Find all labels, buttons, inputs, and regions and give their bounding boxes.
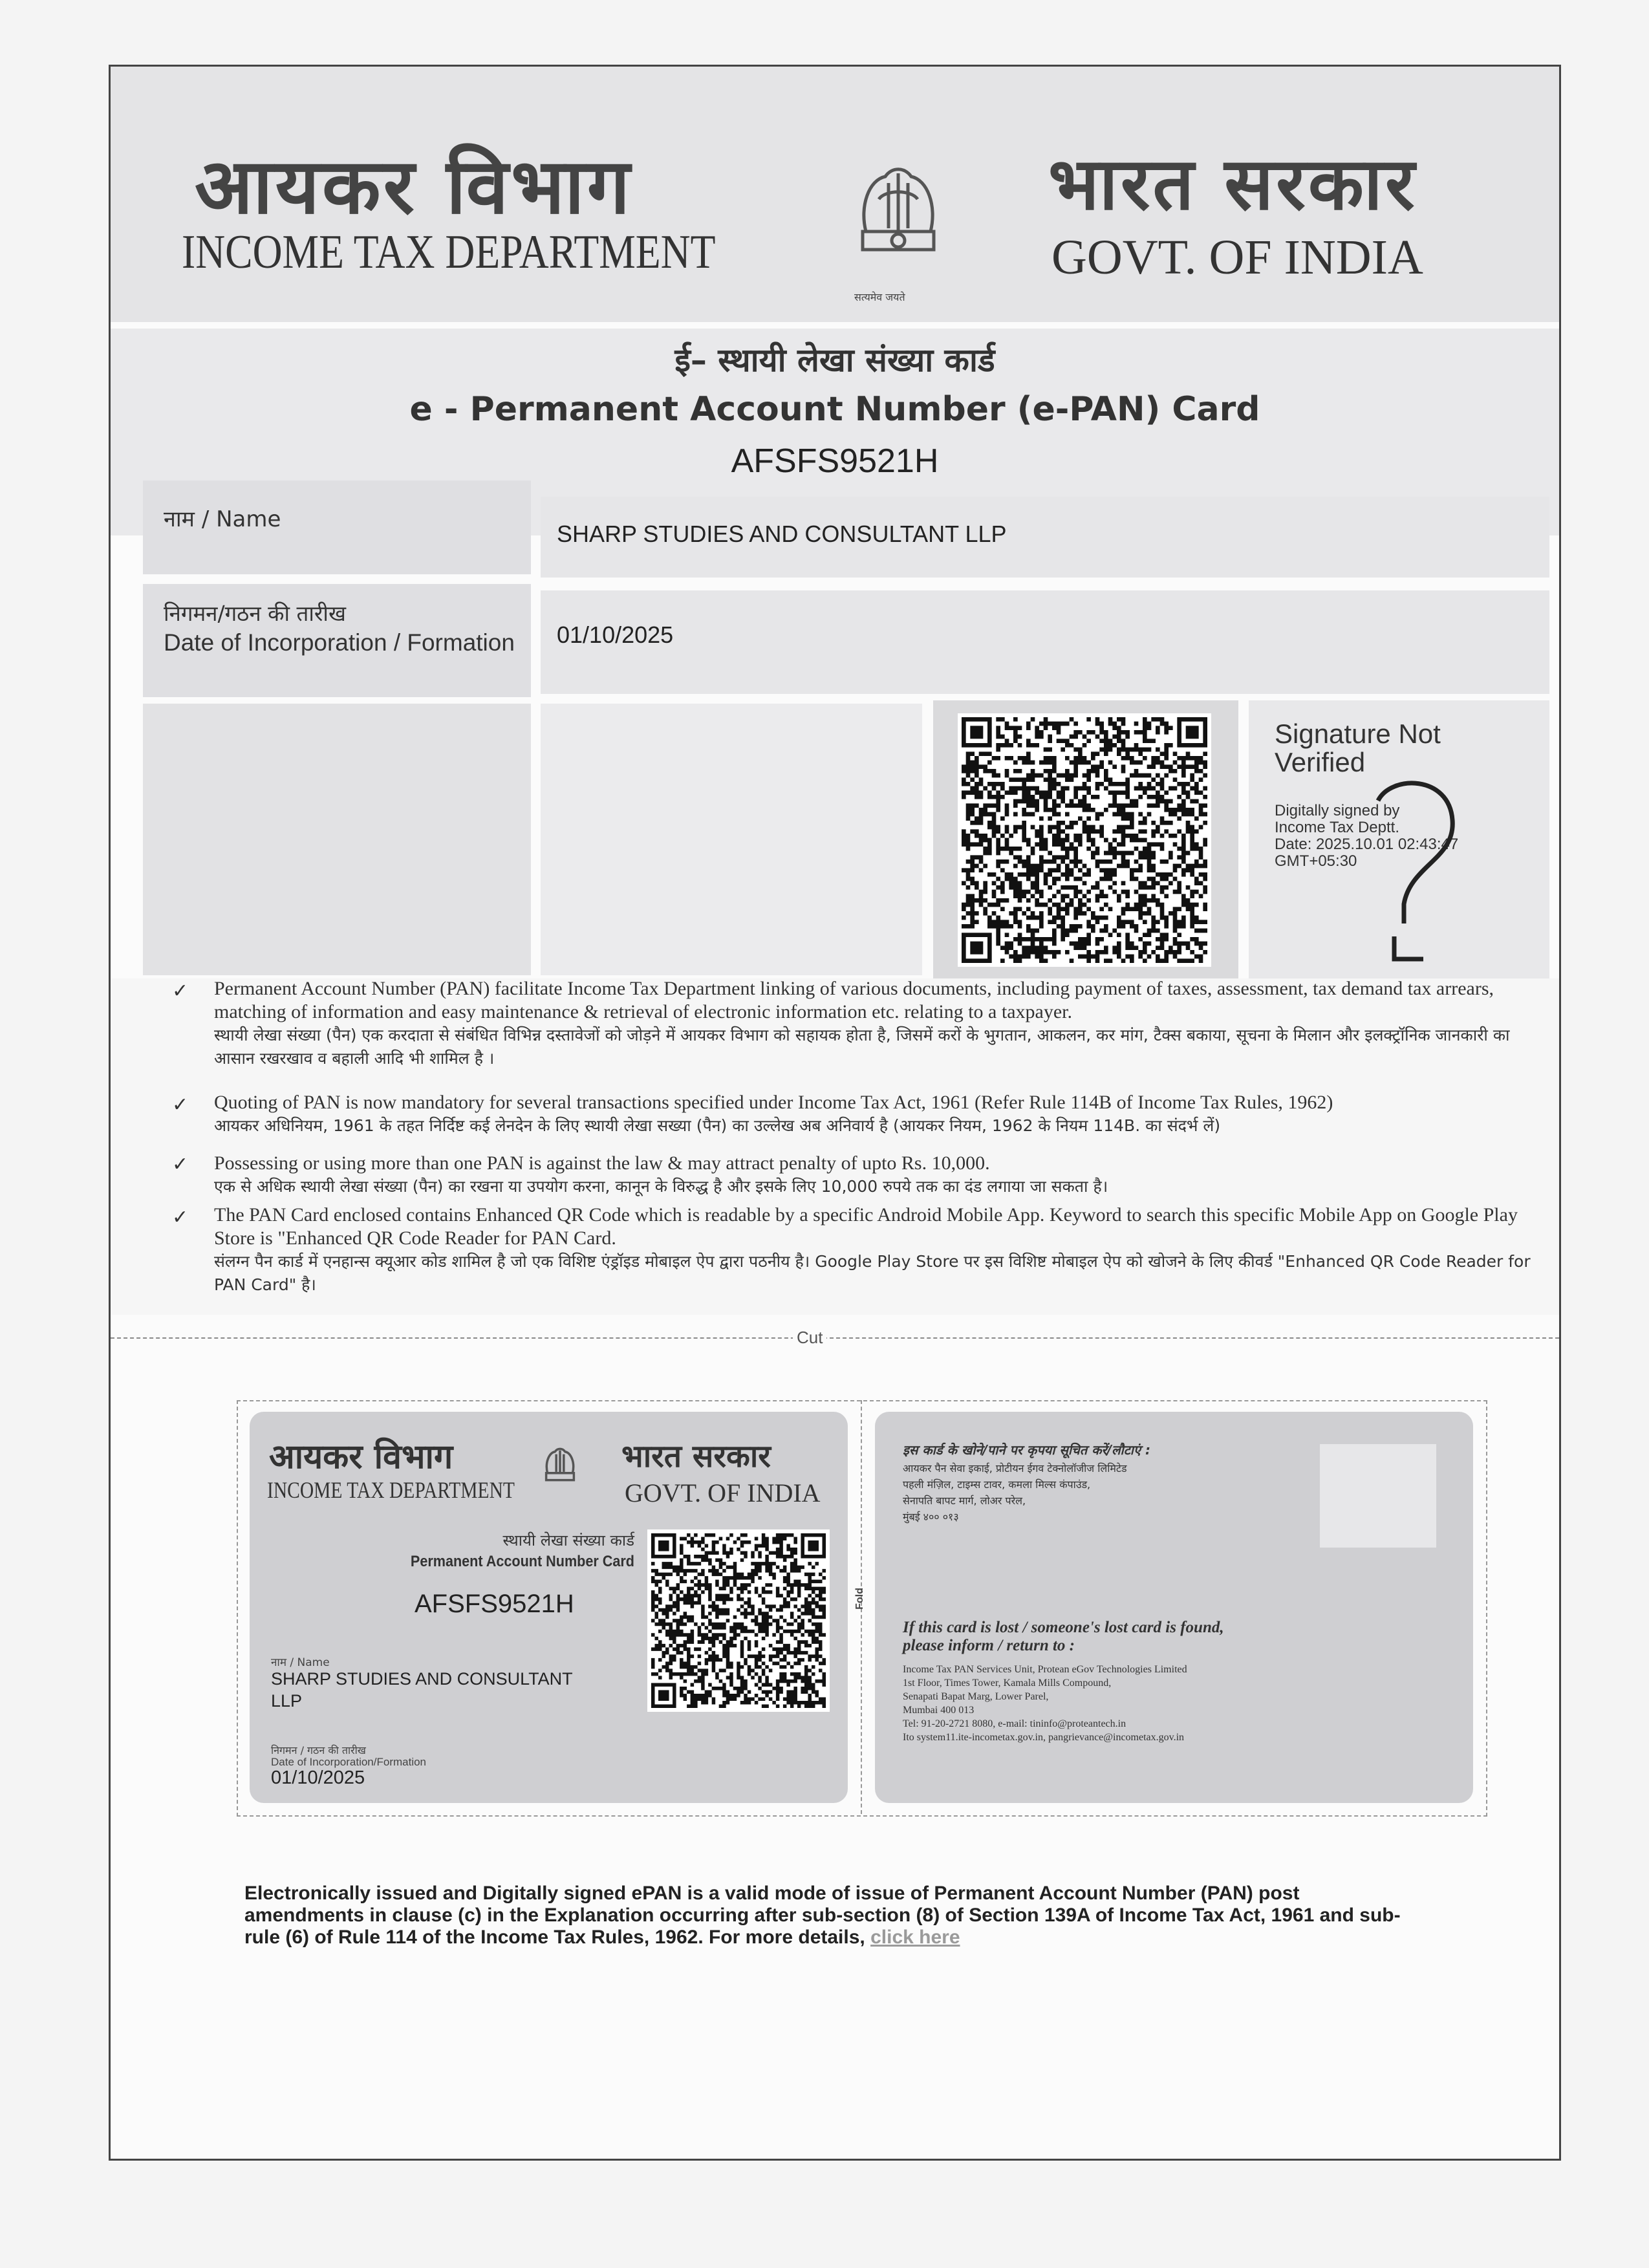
back-english-line: Ito system11.ite-incometax.gov.in, pangrievance@incometax.gov.in [903,1732,1185,1743]
govt-english: GOVT. OF INDIA [1051,230,1423,285]
click-here-link[interactable]: click here [870,1927,960,1948]
back-english-line: Tel: 91-20-2721 8080, e-mail: tininfo@proteantech.in [903,1718,1126,1729]
card-name-value-1: SHARP STUDIES AND CONSULTANT [271,1669,573,1689]
card-doi-label-english: Date of Incorporation/Formation [271,1756,427,1768]
national-emblem-icon [840,154,956,283]
doi-label-english: Date of Incorporation / Formation [164,629,515,656]
signature-unverified-icon [1365,775,1469,969]
qr-code [958,713,1211,967]
name-label: नाम / Name [164,506,281,532]
signature-line-3: Date: 2025.10.01 02:43:47 [1275,836,1459,853]
back-hindi-line: पहली मंज़िल, टाइम्स टावर, कमला मिल्स कंपाउंड, [903,1478,1091,1491]
emblem-motto: सत्यमेव जयते [854,291,905,303]
document-frame [109,65,1561,2161]
doi-label-hindi: निगमन/गठन की तारीख [164,601,346,626]
card-emblem-icon [537,1439,583,1497]
back-hindi-heading: इस कार्ड के खोने/पाने पर कृपया सूचित करें/लौटाएं : [903,1442,1150,1458]
card-govt-english: GOVT. OF INDIA [625,1478,821,1507]
signature-line-1: Digitally signed by [1275,802,1400,819]
card-title-hindi: स्थायी लेखा संख्या कार्ड [502,1531,634,1550]
back-english-line: 1st Floor, Times Tower, Kamala Mills Compound, [903,1678,1112,1689]
signature-line-4: GMT+05:30 [1275,852,1357,870]
signature-status: Signature Not Verified [1275,718,1441,777]
blank-area [541,704,922,975]
footer-text: Electronically issued and Digitally signed ePAN is a valid mode of issue of Permanent Account Number (PAN) post amendments in clause (c) in the Explanation occurring after sub-section (8) of Section 139A of Income Tax Act, 1961 and sub-rule (6) of Rule 114 of the Income Tax Rules, 1962. For more details, [244,1883,1401,1948]
title-english: e - Permanent Account Number (e-PAN) Card [409,390,1260,429]
card-doi-label-hindi: निगमन / गठन की तारीख [271,1744,366,1756]
back-english-line: Mumbai 400 013 [903,1705,975,1716]
back-hindi-line: सेनापति बापट मार्ग, लोअर परेल, [903,1495,1026,1507]
card-name-value-2: LLP [271,1691,303,1711]
footer-note [244,1883,1408,1949]
doi-value: 01/10/2025 [557,621,674,648]
cut-label: Cut [793,1328,826,1348]
check-icon: ✓ [172,1153,189,1176]
note-2-hi: आयकर अधिनियम, 1961 के तहत निर्दिष्ट कई लेनदेन के लिए स्थायी लेखा सख्या (पैन) का उल्लेख अब अनिवार्य है (आयकर नियम, 1962 के नियम 114B. का संदर्भ लें) [214,1116,1221,1135]
check-icon: ✓ [172,980,189,1002]
note-4 [214,1204,1540,1297]
check-icon: ✓ [172,1094,189,1116]
card-name-label: नाम / Name [271,1656,330,1669]
note-1 [214,977,1540,1070]
card-doi-value: 01/10/2025 [271,1767,365,1788]
back-english-line: Income Tax PAN Services Unit, Protean eGov Technologies Limited [903,1664,1187,1675]
note-3-en: Possessing or using more than one PAN is against the law & may attract penalty of upto Rs. 10,000. [214,1152,990,1174]
card-dept-hindi: आयकर विभाग [269,1437,453,1476]
dept-hindi: आयकर विभाग [195,141,633,231]
check-icon: ✓ [172,1206,189,1229]
card-qr-code [647,1529,830,1712]
pan-number: AFSFS9521H [731,442,939,480]
note-3-hi: एक से अधिक स्थायी लेखा संख्या (पैन) का रखना या उपयोग करना, कानून के विरुद्ध है और इसके लिए 10,000 रुपये तक का दंड लगाया जा सकता है। [214,1177,1108,1196]
back-hologram [1320,1444,1436,1548]
back-english-heading-2: please inform / return to : [903,1637,1075,1654]
back-english-heading [903,1619,1224,1655]
back-hindi-line: मुंबई ४०० ०१३ [903,1511,959,1523]
back-english-line: Senapati Bapat Marg, Lower Parel, [903,1691,1049,1702]
note-4-hi: संलग्न पैन कार्ड में एनहान्स क्यूआर कोड शामिल है जो एक विशिष्ट एंड्रॉइड मोबाइल ऐप द्वारा पठनीय है। Google Play Store पर इस विशिष्ट मोबाइल ऐप को खोजने के लिए कीवर्ड "Enhanced QR Code Reader for PAN Card" है। [214,1252,1531,1294]
photo-area [143,704,531,975]
note-1-hi: स्थायी लेखा संख्या (पैन) एक करदाता से संबंधित विभिन्न दस्तावेजों को जोड़ने में आयकर विभाग को सहायक होता है, जिसमें करों के भुगतान, आकलन, कर मांग, टैक्स बकाया, सूचना के मिलान और इलक्ट्रॉनिक जानकारी का आसान रखरखाव व बहाली आदि भी शामिल है । [214,1026,1510,1068]
note-4-en: The PAN Card enclosed contains Enhanced QR Code which is readable by a specific Android Mobile App. Keyword to search this specific Mobile App on Google Play Store is "Enhanced QR Code Reader for PAN Card. [214,1204,1518,1249]
back-hindi-address [903,1460,1127,1525]
name-value: SHARP STUDIES AND CONSULTANT LLP [557,521,1007,547]
title-hindi: ई– स्थायी लेखा संख्या कार्ड [674,341,995,379]
dept-english: INCOME TAX DEPARTMENT [182,226,716,279]
doi-value-cell [541,590,1549,694]
govt-hindi: भारत सरकार [1048,142,1417,226]
back-hindi-line: आयकर पैन सेवा इकाई, प्रोटीयन ईगव टेक्नोलॉजीज लिमिटेड [903,1462,1127,1474]
card-govt-hindi: भारत सरकार [621,1438,771,1474]
note-1-en: Permanent Account Number (PAN) facilitate Income Tax Department linking of various documents, including payment of taxes, assessment, tax demand tax arrears, matching of information and easy maintenance & retrieval of electronic information etc. relating to a taxpayer. [214,978,1494,1022]
note-2-en: Quoting of PAN is now mandatory for several transactions specified under Income Tax Act, 1961 (Refer Rule 114B of Income Tax Rules, 1962) [214,1092,1333,1113]
signature-line-2: Income Tax Deptt. [1275,819,1399,836]
back-english-heading-1: If this card is lost / someone's lost card is found, [903,1619,1224,1636]
back-english-address [903,1663,1187,1744]
note-2 [214,1091,1540,1138]
cut-line [111,1337,1559,1339]
card-title-english: Permanent Account Number Card [410,1553,634,1570]
card-pan-number: AFSFS9521H [415,1590,574,1618]
fold-label: Fold [854,1588,865,1610]
note-3 [214,1152,1540,1198]
card-dept-english: INCOME TAX DEPARTMENT [267,1477,515,1503]
